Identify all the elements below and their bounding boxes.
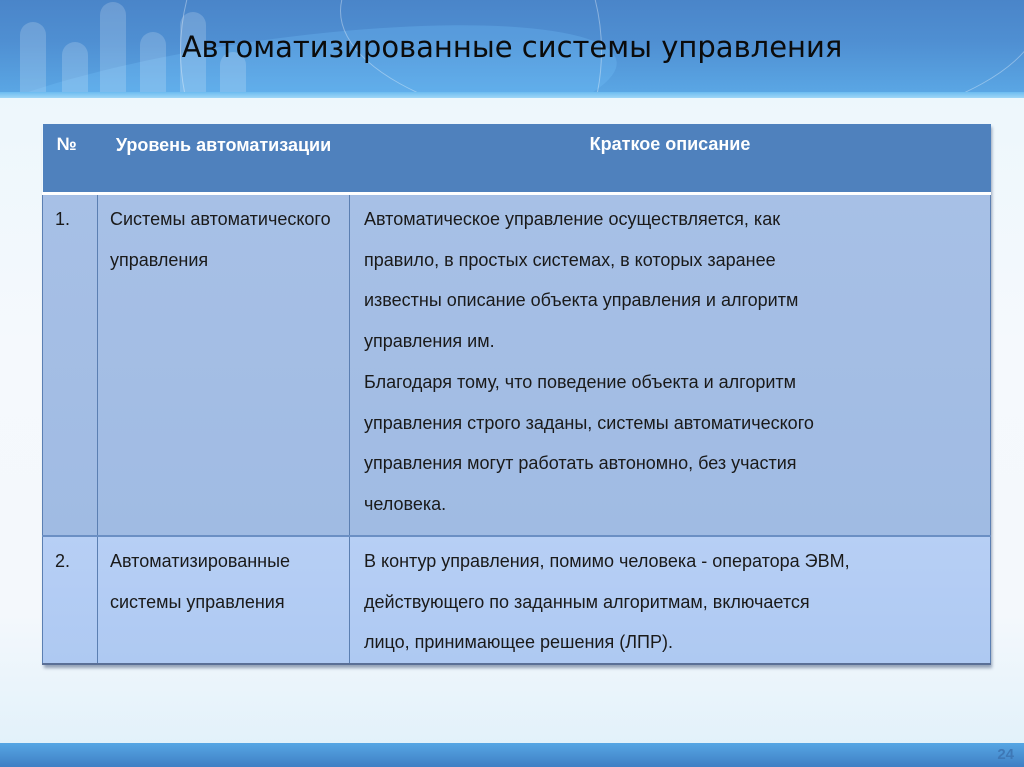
- description-line: действующего по заданным алгоритмам, включается: [364, 591, 810, 612]
- footer-band: [0, 743, 1024, 767]
- header-description: Краткое описание: [350, 124, 991, 194]
- description-line: В контур управления, помимо человека - оператора ЭВМ,: [364, 551, 850, 571]
- header-num: №: [43, 124, 98, 194]
- description-line: лицо, принимающее решения (ЛПР).: [364, 632, 673, 653]
- table-row: [43, 536, 991, 664]
- description-line: управления строго заданы, системы автоматического: [364, 412, 814, 433]
- description-line: Благодаря тому, что поведение объекта и алгоритм: [364, 371, 797, 392]
- description-line: управления им.: [364, 331, 495, 352]
- table: [42, 124, 991, 665]
- slide-title: Автоматизированные системы управления: [181, 30, 843, 64]
- cell-num: 1.: [43, 194, 98, 537]
- description-line: известны описание объекта управления и алгоритм: [364, 290, 799, 311]
- table-header-row: [43, 124, 991, 194]
- banner-underline: [0, 92, 1024, 98]
- cell-level: Автоматизированные системы управления: [98, 536, 350, 664]
- cell-level: Системы автоматического управления: [98, 194, 350, 537]
- cell-description: [350, 194, 991, 537]
- automation-levels-table: [42, 124, 990, 665]
- description-line: управления могут работать автономно, без участия: [364, 453, 797, 474]
- description-line: человека.: [364, 493, 447, 514]
- description-line: правило, в простых системах, в которых заранее: [364, 249, 776, 270]
- cell-description: [350, 536, 991, 664]
- description-line: Автоматическое управление осуществляется, как: [364, 209, 781, 229]
- table-row: [43, 194, 991, 537]
- page-number: 24: [997, 746, 1014, 763]
- header-level: Уровень автоматизации: [98, 124, 350, 194]
- cell-num: 2.: [43, 536, 98, 664]
